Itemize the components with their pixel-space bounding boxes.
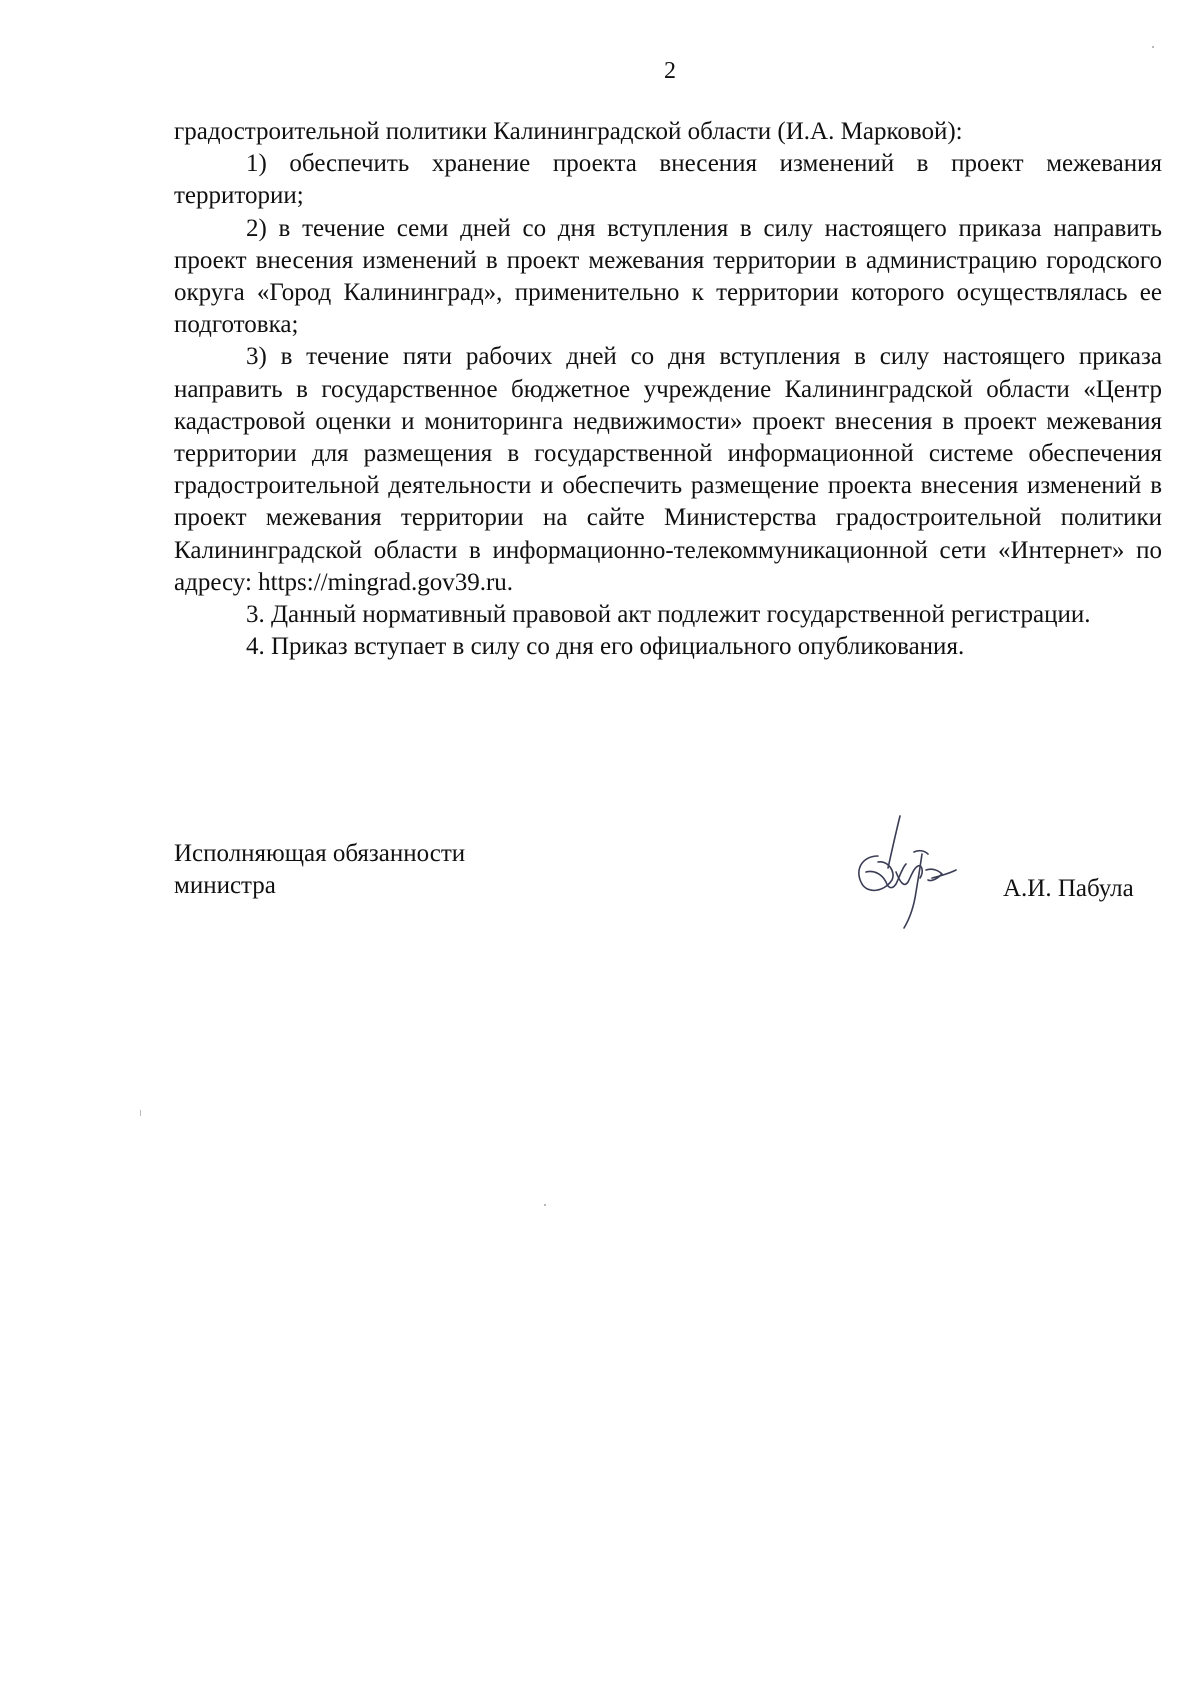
paragraph-item-1: 1) обеспечить хранение проекта внесения изменений в проект межевания территории;	[174, 150, 1162, 210]
scan-speck	[544, 1204, 546, 1206]
page-number: 2	[664, 58, 676, 84]
paragraph-continuation: градостроительной политики Калининградской области (И.А. Марковой):	[174, 118, 963, 145]
signatory-position	[174, 838, 465, 902]
handwritten-signature-icon	[848, 812, 958, 930]
paragraph-registration: 3. Данный нормативный правовой акт подлежит государственной регистрации.	[246, 601, 1091, 629]
paragraph-item-2: 2) в течение семи дней со дня вступления в силу настоящего приказа направить проект внесения изменений в проект межевания территории в администрацию городского округа «Город Калининград», применительно к территории которого осуществлялась ее подготовка;	[174, 214, 1162, 339]
paragraph-effective: 4. Приказ вступает в силу со дня его официального опубликования.	[246, 633, 965, 661]
document-body	[174, 116, 1162, 663]
signatory-position-line-2: министра	[174, 872, 276, 899]
signatory-name: А.И. Пабула	[1003, 875, 1134, 902]
scan-speck	[1152, 46, 1154, 48]
signatory-position-line-1: Исполняющая обязанности	[174, 840, 466, 867]
scan-speck	[140, 1110, 141, 1116]
paragraph-item-3: 3) в течение пяти рабочих дней со дня вступления в силу настоящего приказа направить в государственное бюджетное учреждение Калининградской области «Центр кадастровой оценки и мониторинга недвижимости» проект внесения в проект межевания территории для размещения в государственной информационной системе обеспечения градостроительной деятельности и обеспечить размещение проекта внесения изменений в проект межевания территории на сайте Министерства градостроительной политики Калининградской области в информационно-телекоммуникационной сети «Интернет» по адресу: https://mingrad.gov39.ru.	[174, 343, 1162, 596]
